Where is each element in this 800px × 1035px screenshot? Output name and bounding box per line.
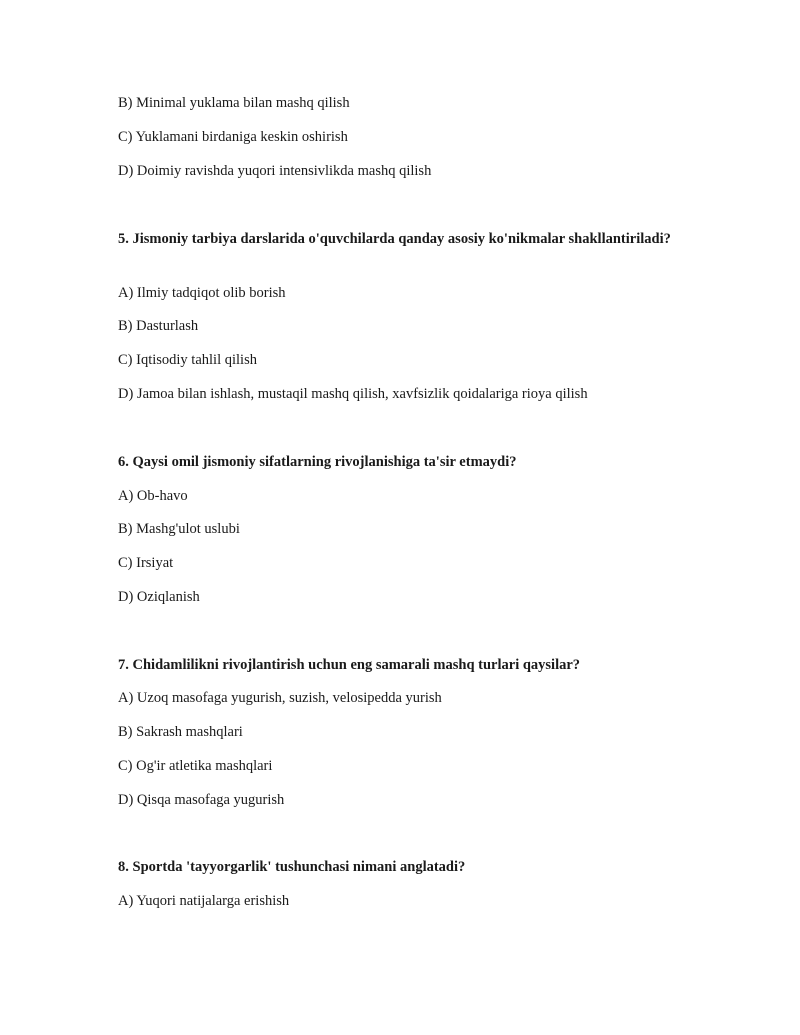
answer-option: B) Mashg'ulot uslubi xyxy=(118,521,240,537)
answer-option: D) Doimiy ravishda yuqori intensivlikda mashq qilish xyxy=(118,163,432,179)
answer-option: C) Iqtisodiy tahlil qilish xyxy=(118,352,257,368)
answer-option: D) Jamoa bilan ishlash, mustaqil mashq qilish, xavfsizlik qoidalariga rioya qilish xyxy=(118,386,588,402)
answer-option: B) Minimal yuklama bilan mashq qilish xyxy=(118,95,350,111)
question-5-text: 5. Jismoniy tarbiya darslarida o'quvchilarda qanday asosiy ko'nikmalar shakllantiriladi? xyxy=(118,231,671,247)
question-8-text: 8. Sportda 'tayyorgarlik' tushunchasi nimani anglatadi? xyxy=(118,859,466,875)
answer-option: B) Dasturlash xyxy=(118,318,199,334)
answer-option: D) Qisqa masofaga yugurish xyxy=(118,792,285,808)
answer-option: A) Ilmiy tadqiqot olib borish xyxy=(118,285,286,301)
answer-option: C) Og'ir atletika mashqlari xyxy=(118,758,273,774)
answer-option: A) Uzoq masofaga yugurish, suzish, velosipedda yurish xyxy=(118,690,442,706)
question-6-text: 6. Qaysi omil jismoniy sifatlarning rivojlanishiga ta'sir etmaydi? xyxy=(118,454,517,470)
answer-option: C) Irsiyat xyxy=(118,555,174,571)
answer-option: B) Sakrash mashqlari xyxy=(118,724,243,740)
question-7-text: 7. Chidamlilikni rivojlantirish uchun eng samarali mashq turlari qaysilar? xyxy=(118,657,581,673)
answer-option: D) Oziqlanish xyxy=(118,589,200,605)
answer-option: A) Ob-havo xyxy=(118,488,188,504)
answer-option: C) Yuklamani birdaniga keskin oshirish xyxy=(118,129,348,145)
answer-option: A) Yuqori natijalarga erishish xyxy=(118,893,290,909)
